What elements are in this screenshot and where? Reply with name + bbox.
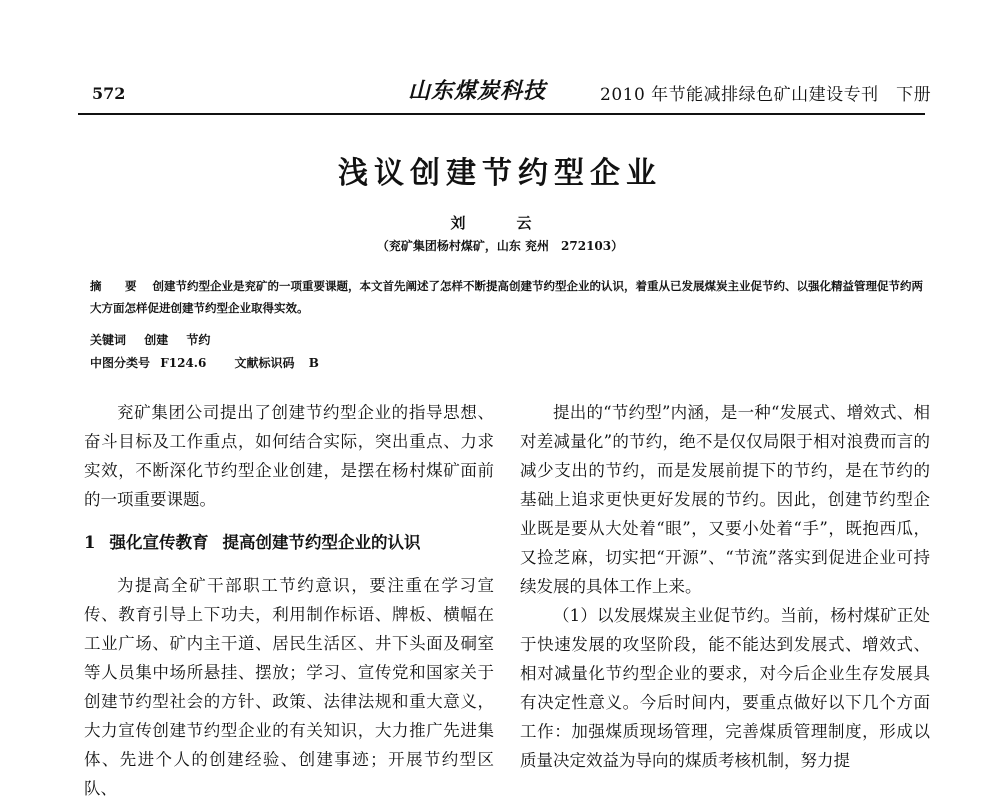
issue-info: 2010 年节能减排绿色矿山建设专刊 下册 (600, 85, 932, 105)
intro-paragraph: 兖矿集团公司提出了创建节约型企业的指导思想、奋斗目标及工作重点，如何结合实际，突出重点、力求实效，不断深化节约型企业创建，是摆在杨村煤矿面前的一项重要课题。 (84, 403, 494, 509)
doc-code-value: B (308, 356, 319, 370)
left-column (84, 398, 494, 803)
section-heading-1 (84, 528, 494, 557)
keyword-item: 节约 (186, 333, 211, 347)
clc-label: 中图分类号 (90, 356, 151, 370)
abstract-text: 创建节约型企业是兖矿的一项重要课题，本文首先阐述了怎样不断提高创建节约型企业的认识，着重从已发展煤炭主业促节约、以强化精益管理促节约两大方面怎样促进创建节约型企业取得实效。 (90, 279, 923, 315)
abstract-label: 摘 要 (90, 279, 143, 293)
body-paragraph: （1）以发展煤炭主业促节约。当前，杨村煤矿正处于快速发展的攻坚阶段，能不能达到发展式、增效式、相对减量化节约型企业的要求，对今后企业生存发展具有决定性意义。今后时间内，要重点做好以下几个方面工作：加强煤质现场管理，完善煤质管理制度，形成以质量决定效益为导向的煤质考核机制，努力提 (520, 606, 930, 770)
classification-line (90, 354, 319, 371)
keywords-label: 关键词 (90, 333, 127, 347)
keywords-line (90, 331, 210, 348)
section-title-part2: 提高创建节约型企业的认识 (222, 533, 421, 552)
journal-logo: 山东煤炭科技 (408, 78, 547, 104)
clc-value: F124.6 (160, 356, 207, 370)
header-rule (78, 113, 925, 115)
section-title-part1: 强化宣传教育 (109, 533, 209, 552)
page-number: 572 (92, 84, 126, 103)
right-column (520, 398, 930, 775)
body-paragraph: 提出的“节约型”内涵，是一种“发展式、增效式、相对差减量化”的节约，绝不是仅仅局限于相对浪费而言的减少支出的节约，而是发展前提下的节约，是在节约的基础上追求更快更好发展的节约。因此，创建节约型企业既是要从大处着“眼”，又要小处着“手”，既抱西瓜，又捡芝麻，切实把“开源”、“节流”落实到促进企业可持续发展的具体工作上来。 (520, 403, 930, 596)
body-paragraph: 为提高全矿干部职工节约意识，要注重在学习宣传、教育引导上下功夫，利用制作标语、牌板、横幅在工业广场、矿内主干道、居民生活区、井下头面及硐室等人员集中场所悬挂、摆放；学习、宣传党和国家关于创建节约型社会的方针、政策、法律法规和重大意义，大力宣传创建节约型企业的有关知识，大力推广先进集体、先进个人的创建经验、创建事迹；开展节约型区队、 (84, 576, 494, 798)
abstract (90, 275, 925, 319)
keyword-item: 创建 (144, 333, 169, 347)
author-affiliation: （兖矿集团杨村煤矿，山东 兖州 272103） (376, 239, 624, 253)
author-name: 刘 云 (450, 214, 550, 232)
article-title: 浅议创建节约型企业 (338, 156, 662, 191)
doc-code-label: 文献标识码 (234, 356, 295, 370)
section-number: 1 (84, 533, 96, 552)
